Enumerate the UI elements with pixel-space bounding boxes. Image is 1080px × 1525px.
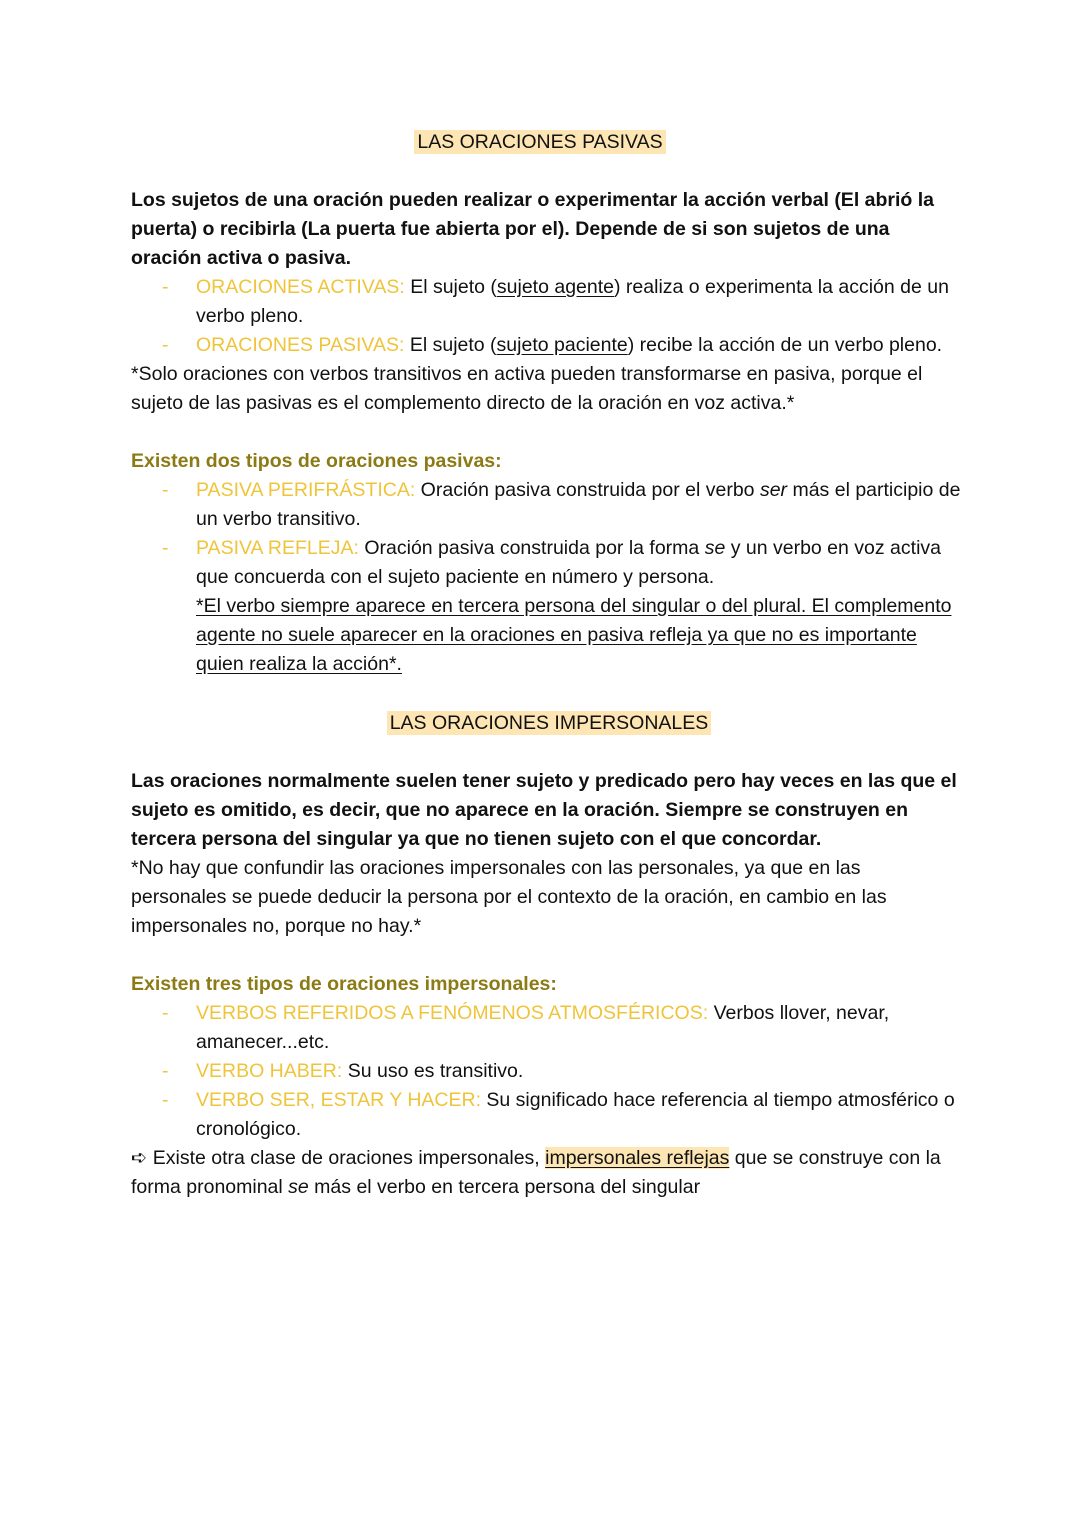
list-item: - PASIVA PERIFRÁSTICA: Oración pasiva construida por el verbo ser más el participio de un verbo transitivo.: [131, 476, 961, 534]
underlined-term: sujeto agente: [496, 276, 615, 298]
term-label: ORACIONES ACTIVAS:: [196, 276, 405, 298]
list-item: - ORACIONES ACTIVAS: El sujeto (sujeto agente) realiza o experimenta la acción de un verbo pleno.: [131, 273, 961, 331]
list-item: - PASIVA REFLEJA: Oración pasiva construida por la forma se y un verbo en voz activa que concuerda con el sujeto paciente en número y persona. *El verbo siempre aparece en tercera persona del singular o del plural. El complemento agente no suele aparecer en la oraciones en pasiva refleja ya que no es importante quien realiza la acción*.: [131, 534, 961, 679]
term-label: VERBOS REFERIDOS A FENÓMENOS ATMOSFÉRICOS:: [196, 1002, 709, 1024]
pasivas-intro: Los sujetos de una oración pueden realizar o experimentar la acción verbal (El abrió la puerta) o recibirla (La puerta fue abierta por el). Depende de si son sujetos de una oración activa o pasiva.: [131, 189, 935, 269]
dash-bullet: -: [162, 479, 169, 501]
dash-bullet: -: [162, 1060, 169, 1082]
term-label: VERBO HABER:: [196, 1060, 343, 1082]
pasivas-definitions-list: [131, 273, 961, 360]
dash-bullet: -: [162, 1089, 169, 1111]
dash-bullet: -: [162, 334, 169, 356]
dash-bullet: -: [162, 1002, 169, 1024]
document-page: [131, 127, 961, 1202]
pasivas-note: *Solo oraciones con verbos transitivos en activa pueden transformarse en pasiva, porque el sujeto de las pasivas es el complemento directo de la oración en voz activa.*: [131, 363, 923, 414]
term-label: PASIVA REFLEJA:: [196, 537, 359, 559]
dash-bullet: -: [162, 537, 169, 559]
term-label: ORACIONES PASIVAS:: [196, 334, 405, 356]
term-label: VERBO SER, ESTAR Y HACER:: [196, 1089, 481, 1111]
impersonales-types-list: [131, 999, 961, 1144]
highlighted-term: impersonales reflejas: [545, 1147, 730, 1169]
underlined-term: sujeto paciente: [496, 334, 628, 356]
section-title-pasivas: LAS ORACIONES PASIVAS: [131, 127, 961, 157]
pasivas-types-heading: Existen dos tipos de oraciones pasivas:: [131, 450, 502, 472]
list-item: - VERBO HABER: Su uso es transitivo.: [131, 1057, 961, 1086]
list-item: - ORACIONES PASIVAS: El sujeto (sujeto paciente) recibe la acción de un verbo pleno.: [131, 331, 961, 360]
impersonales-reflejas-paragraph: ➪ Existe otra clase de oraciones impersonales, impersonales reflejas que se construye con la forma pronominal se más el verbo en tercera persona del singular: [131, 1147, 941, 1198]
arrow-icon: ➪: [131, 1147, 148, 1169]
list-item: - VERBOS REFERIDOS A FENÓMENOS ATMOSFÉRICOS: Verbos llover, nevar, amanecer...etc.: [131, 999, 961, 1057]
section-title-impersonales: LAS ORACIONES IMPERSONALES: [131, 708, 961, 738]
term-label: PASIVA PERIFRÁSTICA:: [196, 479, 416, 501]
dash-bullet: -: [162, 276, 169, 298]
list-item: - VERBO SER, ESTAR Y HACER: Su significado hace referencia al tiempo atmosférico o cronológico.: [131, 1086, 961, 1144]
impersonales-intro: Las oraciones normalmente suelen tener sujeto y predicado pero hay veces en las que el sujeto es omitido, es decir, que no aparece en la oración. Siempre se construyen en tercera persona del singular ya que no tienen sujeto con el que concordar.: [131, 770, 957, 850]
pasiva-refleja-note: *El verbo siempre aparece en tercera persona del singular o del plural. El complemento agente no suele aparecer en la oraciones en pasiva refleja ya que no es importante quien realiza la acción*.: [196, 595, 952, 675]
impersonales-note: *No hay que confundir las oraciones impersonales con las personales, ya que en las personales se puede deducir la persona por el contexto de la oración, en cambio en las impersonales no, porque no hay.*: [131, 857, 887, 937]
pasivas-types-list: [131, 476, 961, 679]
impersonales-types-heading: Existen tres tipos de oraciones impersonales:: [131, 973, 557, 995]
